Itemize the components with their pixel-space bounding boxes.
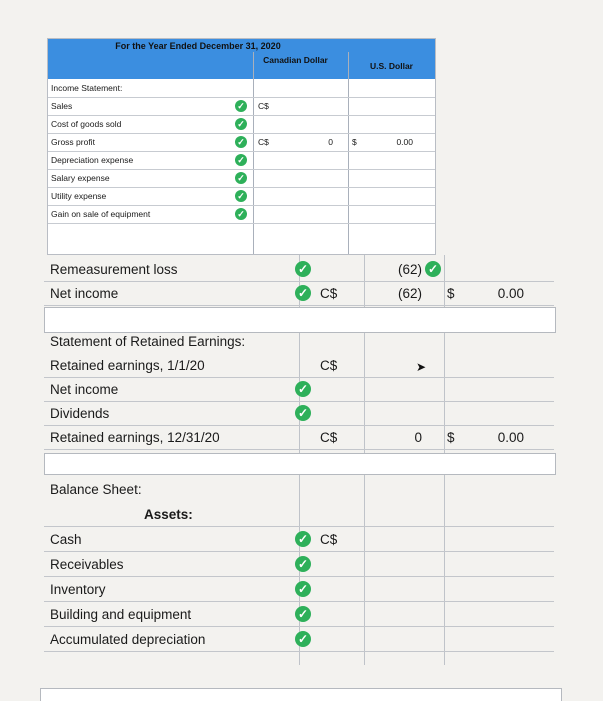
table-row: [48, 115, 435, 134]
row-label: Inventory: [50, 582, 106, 597]
row-label: Depreciation expense: [51, 155, 134, 165]
currency-symbol: C$: [320, 532, 338, 547]
usd-sign: $: [352, 137, 357, 147]
usd-sign: $: [447, 430, 455, 445]
table-row: [44, 353, 554, 378]
check-circle-icon: ✓: [295, 285, 311, 301]
check-circle-icon: ✓: [295, 631, 311, 647]
cad-amount: 0: [414, 430, 422, 445]
table-row: [48, 205, 435, 224]
row-label: Accumulated depreciation: [50, 632, 206, 647]
row-label: Gross profit: [51, 137, 95, 147]
lower-worksheet-table: [44, 255, 554, 665]
income-statement-table: [47, 38, 436, 255]
check-circle-icon: ✓: [235, 208, 247, 220]
check-circle-icon: ✓: [295, 531, 311, 547]
table-row: [44, 281, 554, 306]
usd-amount: 0.00: [497, 286, 524, 301]
cad-amount: (62): [397, 286, 422, 301]
cad-amount: (62): [397, 262, 422, 277]
table-row: [48, 133, 435, 152]
check-circle-icon: ✓: [235, 136, 247, 148]
table-row: [44, 425, 554, 450]
usd-amount: 0.00: [396, 137, 413, 147]
blank-row: [40, 688, 562, 701]
usd-sign: $: [447, 286, 455, 301]
check-circle-icon: ✓: [295, 405, 311, 421]
check-circle-icon: ✓: [295, 606, 311, 622]
table-row: [44, 502, 554, 527]
check-circle-icon: ✓: [235, 172, 247, 184]
table-row: [48, 97, 435, 116]
row-label: Net income: [50, 286, 119, 301]
row-label: Building and equipment: [50, 607, 192, 622]
usd-amount: 0.00: [497, 430, 524, 445]
blank-row: [44, 453, 556, 475]
table-row: [48, 187, 435, 206]
check-circle-icon: ✓: [235, 118, 247, 130]
mouse-pointer-icon: ➤: [416, 360, 427, 374]
row-label: Cash: [50, 532, 82, 547]
table-row: [44, 577, 554, 602]
row-label: Sales: [51, 101, 73, 111]
table-header: [48, 39, 435, 79]
table-row: [48, 169, 435, 188]
usd-column-header: U.S. Dollar: [370, 61, 413, 71]
currency-symbol: C$: [320, 430, 338, 445]
table-row: [44, 401, 554, 426]
table-row: [44, 552, 554, 577]
check-circle-icon: ✓: [425, 261, 441, 277]
section-header: Statement of Retained Earnings:: [50, 334, 246, 349]
row-label: Dividends: [50, 406, 110, 421]
currency-symbol: C$: [258, 137, 269, 147]
check-circle-icon: ✓: [295, 381, 311, 397]
row-label: Retained earnings, 1/1/20: [50, 358, 205, 373]
table-row: [44, 257, 554, 282]
currency-symbol: C$: [258, 101, 269, 111]
check-circle-icon: ✓: [295, 261, 311, 277]
row-label: Income Statement:: [51, 83, 123, 93]
cad-column-header: Canadian Dollar: [263, 55, 328, 65]
row-label: Remeasurement loss: [50, 262, 178, 277]
subsection-header: Assets:: [144, 507, 193, 522]
table-row: [44, 477, 554, 501]
table-row: [44, 527, 554, 552]
row-label: Salary expense: [51, 173, 110, 183]
table-row: [48, 223, 435, 241]
table-row: [44, 329, 554, 353]
table-row: [48, 151, 435, 170]
cad-amount: 0: [328, 137, 333, 147]
row-label: Net income: [50, 382, 119, 397]
row-label: Gain on sale of equipment: [51, 209, 151, 219]
row-label: Utility expense: [51, 191, 107, 201]
check-circle-icon: ✓: [295, 556, 311, 572]
table-row: [44, 602, 554, 627]
row-label: Cost of goods sold: [51, 119, 122, 129]
section-header: Balance Sheet:: [50, 482, 142, 497]
check-circle-icon: ✓: [235, 154, 247, 166]
check-circle-icon: ✓: [295, 581, 311, 597]
check-circle-icon: ✓: [235, 190, 247, 202]
currency-symbol: C$: [320, 286, 338, 301]
currency-symbol: C$: [320, 358, 338, 373]
check-circle-icon: ✓: [235, 100, 247, 112]
table-row: [44, 627, 554, 652]
table-row: [48, 79, 435, 98]
table-row: [44, 377, 554, 402]
row-label: Retained earnings, 12/31/20: [50, 430, 220, 445]
period-title: For the Year Ended December 31, 2020: [115, 41, 281, 51]
row-label: Receivables: [50, 557, 124, 572]
